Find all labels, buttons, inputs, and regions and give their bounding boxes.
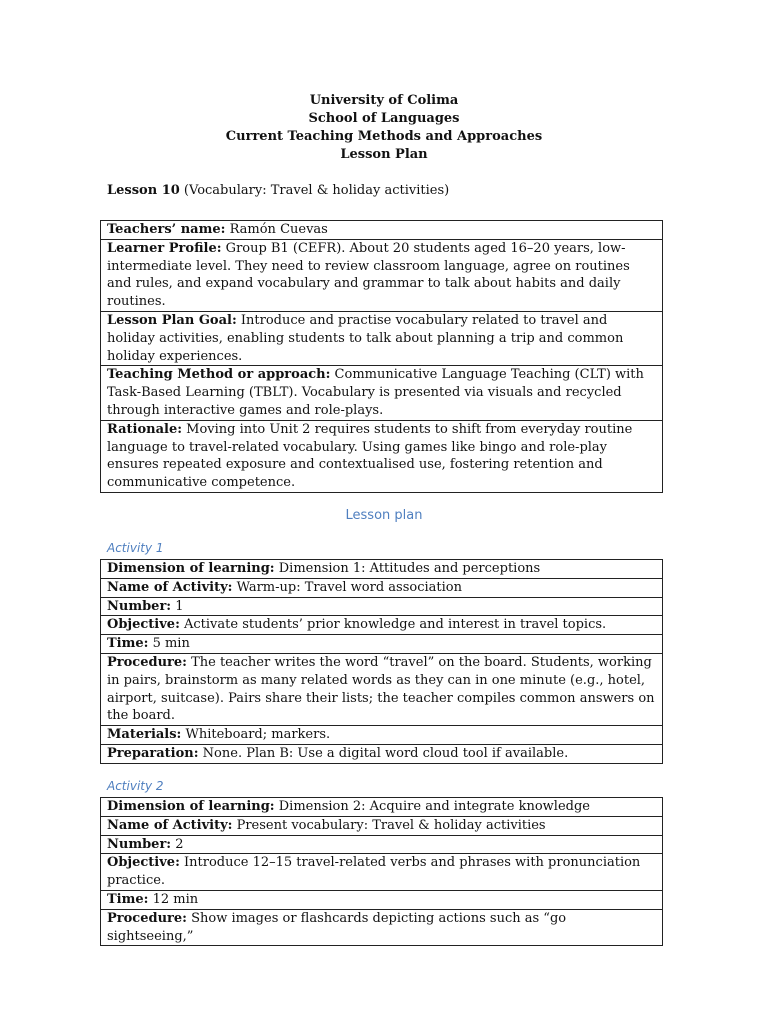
number-cell <box>101 835 663 854</box>
dimension-cell <box>101 560 663 579</box>
method-cell <box>101 366 663 420</box>
field-label: Number: <box>107 836 172 852</box>
table-row <box>101 816 663 835</box>
field-value: Dimension 2: Acquire and integrate knowledge <box>274 799 590 814</box>
field-value: Whiteboard; markers. <box>181 727 331 743</box>
school-name: School of Languages <box>308 111 460 126</box>
table-row <box>101 653 663 725</box>
field-label: Number: <box>107 598 172 614</box>
field-label: Dimension of learning: <box>107 561 275 576</box>
field-value: 2 <box>171 836 184 852</box>
field-value: Introduce and practise vocabulary related to travel and holiday activities, enabling students to talk about planning a trip and common holiday experiences. <box>107 312 624 364</box>
field-label: Dimension of learning: <box>107 799 275 814</box>
field-label: Procedure: <box>107 654 187 670</box>
activity-2-label: Activity 2 <box>107 779 164 793</box>
objective-cell <box>101 854 663 891</box>
table-row <box>101 221 663 240</box>
field-value: Communicative Language Teaching (CLT) with Task-Based Learning (TBLT). Vocabulary is presented via visuals and recycled through interactive games and role-plays. <box>107 367 644 418</box>
goal-cell <box>101 311 663 365</box>
course-name: Current Teaching Methods and Approaches <box>225 129 543 144</box>
document-header <box>0 92 768 164</box>
table-row <box>101 420 663 492</box>
field-value: The teacher writes the word “travel” on the board. Students, working in pairs, brainstorm as many related words as they can in one minute (e.g., hotel, airport, suitcase). Pairs share their lists; the teacher compiles common answers on the board. <box>107 654 655 724</box>
table-row <box>101 744 663 763</box>
field-value: Present vocabulary: Travel & holiday activities <box>232 817 546 833</box>
field-label: Materials: <box>107 727 182 743</box>
field-value: 1 <box>171 598 184 614</box>
lesson-topic: (Vocabulary: Travel & holiday activities) <box>179 183 450 198</box>
field-value: Warm-up: Travel word association <box>232 579 462 595</box>
field-value: Group B1 (CEFR). About 20 students aged 16–20 years, low-intermediate level. They need to review classroom language, agree on routines and rules, and expand vocabulary and grammar to talk about habits and daily routines. <box>107 240 630 310</box>
learner-profile-cell <box>101 239 663 311</box>
table-row <box>101 597 663 616</box>
field-label: Time: <box>107 636 149 652</box>
field-label: Time: <box>107 891 149 907</box>
time-cell <box>101 890 663 909</box>
field-label: Name of Activity: <box>107 579 233 595</box>
dimension-cell <box>101 798 663 817</box>
objective-cell <box>101 616 663 635</box>
table-row <box>101 239 663 311</box>
preparation-cell <box>101 744 663 763</box>
table-row <box>101 798 663 817</box>
activity-1-label: Activity 1 <box>107 541 164 555</box>
table-row <box>101 311 663 365</box>
table-row <box>101 560 663 579</box>
procedure-cell <box>101 909 663 946</box>
field-value: Activate students’ prior knowledge and interest in travel topics. <box>179 617 607 633</box>
activity-1-table <box>100 559 663 764</box>
field-label: Objective: <box>107 617 180 633</box>
activity-name-cell <box>101 578 663 597</box>
field-label: Lesson Plan Goal: <box>107 312 237 328</box>
field-value: Ramón Cuevas <box>225 222 328 237</box>
field-label: Procedure: <box>107 910 187 926</box>
table-row <box>101 616 663 635</box>
field-value: 12 min <box>148 891 199 907</box>
field-value: None. Plan B: Use a digital word cloud tool if available. <box>198 745 569 761</box>
table-row <box>101 726 663 745</box>
activity-name-cell <box>101 816 663 835</box>
field-label: Preparation: <box>107 745 199 761</box>
teacher-cell <box>101 221 663 240</box>
field-label: Teaching Method or approach: <box>107 367 331 383</box>
table-row <box>101 835 663 854</box>
activity-2-table <box>100 797 663 946</box>
rationale-cell <box>101 420 663 492</box>
table-row <box>101 366 663 420</box>
university-name: University of Colima <box>309 93 459 108</box>
lesson-heading <box>107 183 449 198</box>
time-cell <box>101 635 663 654</box>
field-value: Moving into Unit 2 requires students to shift from everyday routine language to travel-related vocabulary. Using games like bingo and role-play ensures repeated exposure and contextualised use, fostering retention and communicative competence. <box>107 421 633 491</box>
field-label: Learner Profile: <box>107 240 222 256</box>
lesson-info-table <box>100 220 663 493</box>
number-cell <box>101 597 663 616</box>
field-label: Objective: <box>107 855 180 871</box>
table-row <box>101 890 663 909</box>
document-title: Lesson Plan <box>340 147 428 162</box>
field-value: Show images or flashcards depicting actions such as “go sightseeing,” <box>107 910 567 944</box>
field-value: Dimension 1: Attitudes and perceptions <box>274 561 541 576</box>
field-label: Teachers’ name: <box>107 222 226 237</box>
materials-cell <box>101 726 663 745</box>
field-value: 5 min <box>148 636 190 652</box>
field-label: Rationale: <box>107 421 183 437</box>
field-label: Name of Activity: <box>107 817 233 833</box>
table-row <box>101 578 663 597</box>
table-row <box>101 854 663 891</box>
section-title: Lesson plan <box>345 508 423 523</box>
table-row <box>101 909 663 946</box>
procedure-cell <box>101 653 663 725</box>
field-value: Introduce 12–15 travel-related verbs and phrases with pronunciation practice. <box>107 855 641 889</box>
lesson-number: Lesson 10 <box>107 183 180 198</box>
table-row <box>101 635 663 654</box>
